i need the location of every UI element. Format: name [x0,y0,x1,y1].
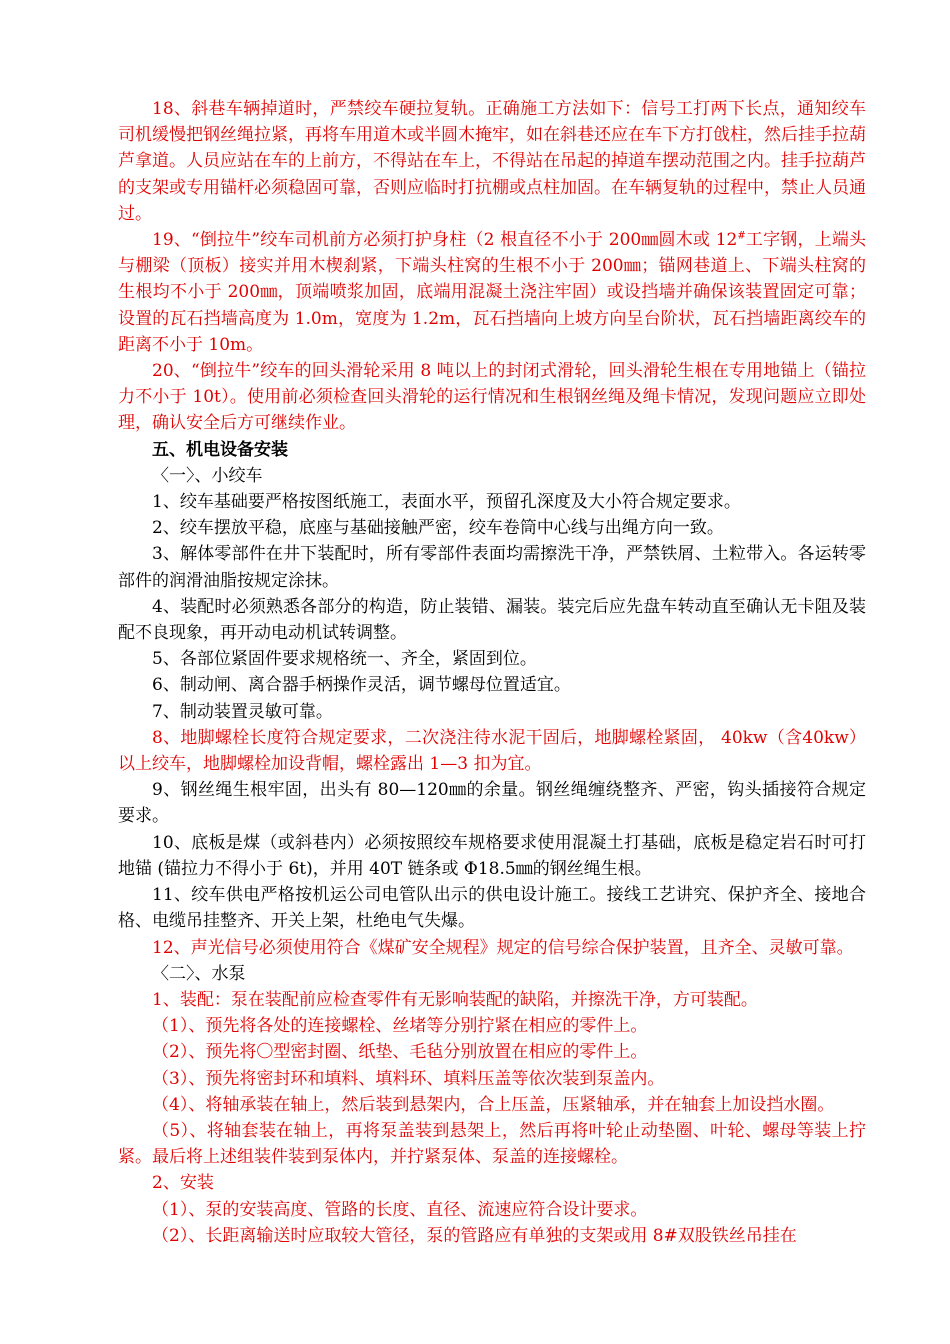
item-19-part-b: 工字钢，上端头与棚梁（顶板）接实并用木楔刹紧，下端头柱窝的生根不小于 200㎜；锚网巷道上、下端头柱窝的生根均不小于 200㎜，顶端喷浆加固，底端用混凝土浇注牢固）或设挡墙并确保该装置固定可靠；设置的瓦石挡墙高度为 1.0m，宽度为 1.2m，瓦石挡墙向上坡方向呈台阶状，瓦石挡墙距离绞车的距离不小于 10m。 [118,230,866,355]
winch-item-11: 11、绞车供电严格按机运公司电管队出示的供电设计施工。接线工艺讲究、保护齐全、接地合格、电缆吊挂整齐、开关上架，杜绝电气失爆。 [118,885,866,932]
pump-item-1: 1、装配：泵在装配前应检查零件有无影响装配的缺陷，并擦洗干净，方可装配。 [152,989,758,1010]
item-19-superscript: # [737,230,746,242]
winch-item-12: 12、声光信号必须使用符合《煤矿安全规程》规定的信号综合保护装置，且齐全、灵敏可靠。 [152,937,854,958]
item-20: 20、“倒拉牛”绞车的回头滑轮采用 8 吨以上的封闭式滑轮，回头滑轮生根在专用地锚上（锚拉力不小于 10t）。使用前必须检查回头滑轮的运行情况和生根钢丝绳及绳卡情况，发现问题应立即处理，确认安全后方可继续作业。 [118,361,866,434]
item-19 [118,227,866,358]
winch-item-8: 8、地脚螺栓长度符合规定要求，二次浇注待水泥干固后，地脚螺栓紧固， 40kw（含40kw）以上绞车，地脚螺栓加设背帽，螺栓露出 1—3 扣为宜。 [118,727,866,775]
item-19-part-a: 19、“倒拉牛”绞车司机前方必须打护身柱（2 根直径不小于 200㎜圆木或 12 [152,230,738,251]
item-18: 18、斜巷车辆掉道时，严禁绞车硬拉复轨。正确施工方法如下：信号工打两下长点，通知绞车司机缓慢把钢丝绳拉紧，再将车用道木或半圆木掩牢，如在斜巷还应在车下方打戗柱，然后挂手拉葫芦拿道。人员应站在车的上前方，不得站在车上，不得站在吊起的掉道车摆动范围之内。挂手拉葫芦的支架或专用锚杆必须稳固可靠，否则应临时打抗棚或点柱加固。在车辆复轨的过程中，禁止人员通过。 [118,99,866,224]
pump-item-2-2: （2）、长距离输送时应取较大管径，泵的管路应有单独的支架或用 8#双股铁丝吊挂在 [152,1225,797,1246]
pump-item-2-1: （1）、泵的安装高度、管路的长度、直径、流速应符合设计要求。 [152,1199,648,1220]
winch-item-7: 7、制动装置灵敏可靠。 [152,701,333,722]
winch-item-3: 3、解体零部件在井下装配时，所有零部件表面均需擦洗干净，严禁铁屑、土粒带入。各运转零部件的润滑油脂按规定涂抹。 [118,544,866,591]
pump-item-1-5: （5）、将轴套装在轴上，再将泵盖装到悬架上，然后再将叶轮止动垫圈、叶轮、螺母等装上拧紧。最后将上述组装件装到泵体内，并拧紧泵体、泵盖的连接螺栓。 [118,1120,866,1168]
pump-item-1-4: （4）、将轴承装在轴上，然后装到悬架内，合上压盖，压紧轴承，并在轴套上加设挡水圈。 [152,1094,835,1115]
winch-item-6: 6、制动闸、离合器手柄操作灵活，调节螺母位置适宜。 [152,675,571,696]
pump-item-1-1: （1）、预先将各处的连接螺栓、丝堵等分别拧紧在相应的零件上。 [152,1016,648,1037]
pump-item-2: 2、安装 [152,1173,214,1194]
section-heading: 五、机电设备安装 [152,439,288,460]
subsection-winch: 〈一〉、小绞车 [152,465,263,486]
winch-item-5: 5、各部位紧固件要求规格统一、齐全，紧固到位。 [152,649,537,670]
winch-item-1: 1、绞车基础要严格按图纸施工，表面水平，预留孔深度及大小符合规定要求。 [152,492,741,513]
winch-item-10: 10、底板是煤（或斜巷内）必须按照绞车规格要求使用混凝土打基础，底板是稳定岩石时可打地锚 (锚拉力不得小于 6t)，并用 40T 链条或 Φ18.5㎜的钢丝绳生根。 [118,832,866,879]
winch-item-9: 9、钢丝绳生根牢固，出头有 80—120㎜的余量。钢丝绳缠绕整齐、严密，钩头插接符合规定要求。 [118,780,866,827]
winch-item-4: 4、装配时必须熟悉各部分的构造，防止装错、漏装。装完后应先盘车转动直至确认无卡阻及装配不良现象，再开动电动机试转调整。 [118,596,866,644]
pump-item-1-3: （3）、预先将密封环和填料、填料环、填料压盖等依次装到泵盖内。 [152,1068,665,1089]
pump-item-1-2: （2）、预先将〇型密封圈、纸垫、毛毡分别放置在相应的零件上。 [152,1042,648,1063]
winch-item-2: 2、绞车摆放平稳，底座与基础接触严密，绞车卷筒中心线与出绳方向一致。 [152,518,724,539]
subsection-pump: 〈二〉、水泵 [152,963,246,984]
